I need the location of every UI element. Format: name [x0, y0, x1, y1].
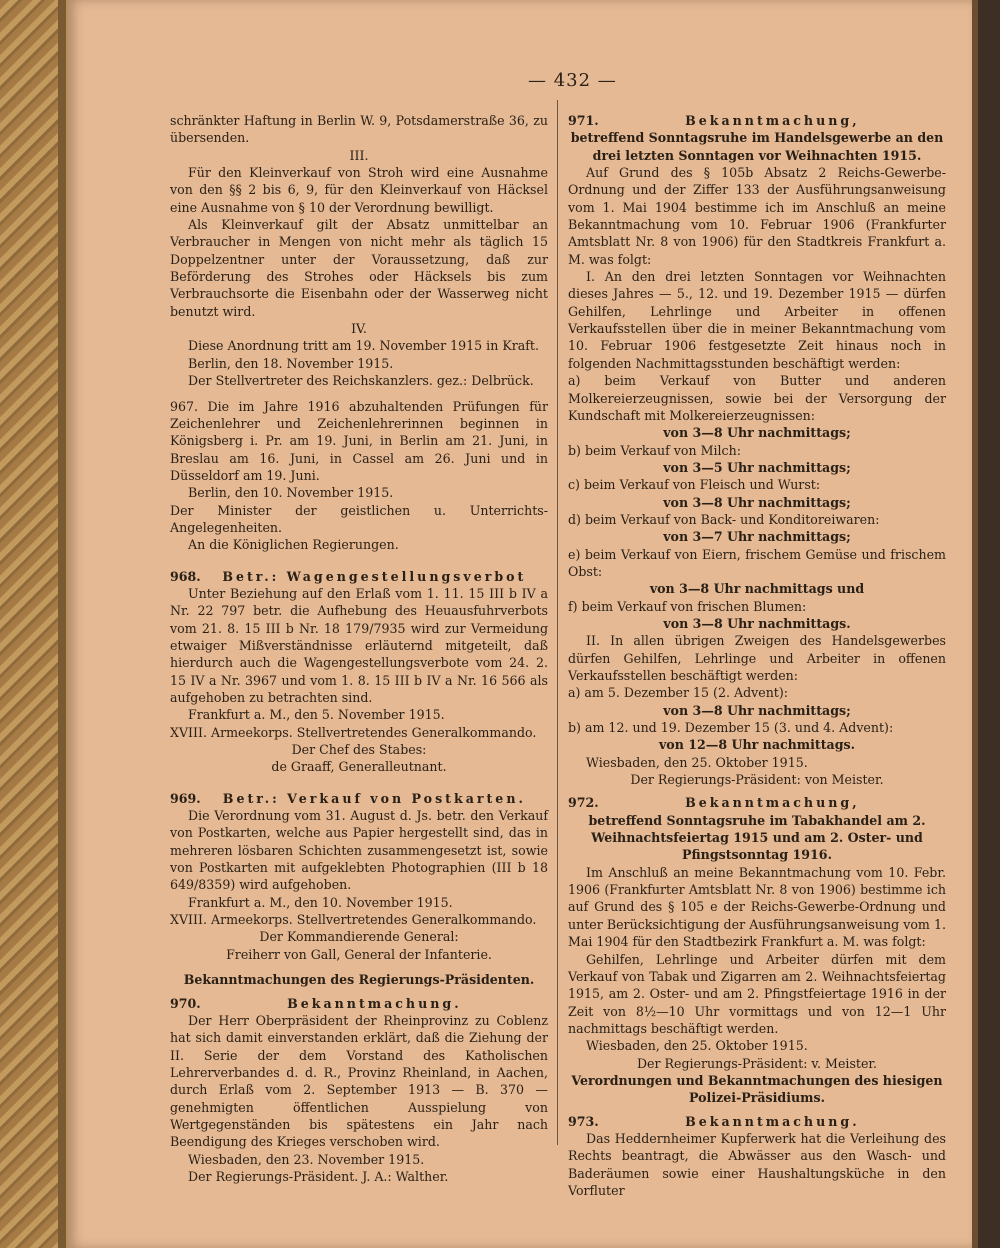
- section-heading: Verordnungen und Bekanntmachungen des hiesigen Polizei-Präsidiums.: [571, 1072, 943, 1106]
- notice-number: 971.: [568, 113, 599, 128]
- item-time: von 12—8 Uhr nachmittags.: [658, 737, 855, 753]
- signature-line: Der Regierungs-Präsident. J. A.: Walther.: [188, 1168, 449, 1184]
- notice-title: Bekanntmachung.: [287, 995, 462, 1011]
- item-time: von 3—8 Uhr nachmittags;: [663, 494, 851, 510]
- date-line: Wiesbaden, den 23. November 1915.: [188, 1151, 425, 1167]
- notice-number: 968.: [170, 568, 201, 584]
- notice-title: Bekanntmachung.: [685, 1113, 860, 1129]
- notice-969-heading: [170, 790, 548, 807]
- notice-title: Bekanntmachung,: [685, 113, 860, 128]
- notice-title: Betr.: Verkauf von Postkarten.: [222, 790, 526, 806]
- paragraph: Für den Kleinverkauf von Stroh wird eine Ausnahme von den §§ 2 bis 6, 9, für den Kleinverkauf von Häcksel eine Ausnahme von § 10 der Verordnung bewilligt.: [170, 165, 548, 215]
- date-line: Frankfurt a. M., den 5. November 1915.: [188, 707, 445, 723]
- page-number: — 432 —: [528, 70, 617, 91]
- notice-972-text-2: Gehilfen, Lehrlinge und Arbeiter dürfen mit dem Verkauf von Tabak und Zigarren am 2. Weihnachtsfeiertag 1915, am 2. Oster- und am 2. Pfingstfeiertage 1916 in der Zeit von 8½—10 Uhr vormittags und von 12—1 Uhr nachmittags beschäftigt werden.: [568, 951, 946, 1036]
- signature-line: Der Stellvertreter des Reichskanzlers. gez.: Delbrück.: [188, 373, 534, 389]
- paragraph: Als Kleinverkauf gilt der Absatz unmittelbar an Verbraucher in Mengen von nicht mehr als täglich 15 Doppelzentner unter der Voraussetzung, daß zur Beförderung des Strohes oder Häcksels bis zum Verbrauchsorte die Eisenbahn oder der Wasserweg nicht benutzt wird.: [170, 217, 548, 319]
- notice-973-heading: [568, 1113, 946, 1130]
- notice-971-heading: [568, 112, 946, 129]
- item-b2: b) am 12. und 19. Dezember 15 (3. und 4. Advent):: [568, 720, 894, 736]
- item-time: von 3—8 Uhr nachmittags und: [649, 581, 865, 597]
- item-time: von 3—5 Uhr nachmittags;: [663, 459, 851, 475]
- date-line: Frankfurt a. M., den 10. November 1915.: [188, 894, 453, 910]
- notice-number: 970.: [170, 995, 201, 1011]
- date-line: Wiesbaden, den 25. Oktober 1915.: [586, 754, 808, 770]
- signature-line: Der Regierungs-Präsident: von Meister.: [630, 772, 884, 788]
- notice-subtitle: betreffend Sonntagsruhe im Tabakhandel am 2. Weihnachtsfeiertag 1915 und am 2. Oster- und Pfingstsonntag 1916.: [588, 812, 926, 863]
- item-c: c) beim Verkauf von Fleisch und Wurst:: [568, 477, 821, 493]
- notice-971-text: Auf Grund des § 105b Absatz 2 Reichs-Gewerbe-Ordnung und der Ziffer 133 der Ausführungsanweisung vom 1. Mai 1904 bestimme ich im Anschluß an meine Bekanntmachung vom 10. Februar 1906 (Frankfurter Amtsblatt Nr. 8 von 1906) für den Stadtkreis Frankfurt a. M. was folgt:: [568, 165, 946, 267]
- book-binding: [0, 0, 66, 1248]
- notice-970-text: Der Herr Oberpräsident der Rheinprovinz zu Coblenz hat sich damit einverstanden erklärt, daß die Ziehung der II. Serie der dem Vorstand des Katholischen Lehrerverbandes d. d. R., Provinz Rheinland, in Aachen, durch Erlaß vom 2. September 1913 — B. 370 — genehmigten öffentlichen Ausspielung von Wertgegenständen bis spätestens ein Jahr nach Beendigung des Krieges verschoben wird.: [170, 1012, 548, 1150]
- item-a2: a) am 5. Dezember 15 (2. Advent):: [568, 685, 789, 701]
- section-numeral: IV.: [351, 321, 367, 337]
- signature-name: Freiherr von Gall, General der Infanterie.: [226, 946, 492, 962]
- notice-972-heading: [568, 794, 946, 811]
- item-time: von 3—8 Uhr nachmittags.: [663, 615, 851, 631]
- notice-972-text: Im Anschluß an meine Bekanntmachung vom 10. Febr. 1906 (Frankfurter Amtsblatt Nr. 8 von 1906) bestimme ich auf Grund des § 105 e der Reichs-Gewerbe-Ordnung und unter Berücksichtigung der Ausführungsanweisung vom 1. Mai 1904 für den Stadtbezirk Frankfurt a. M. was folgt:: [568, 864, 946, 950]
- notice-968-text: Unter Beziehung auf den Erlaß vom 1. 11. 15 III b IV a Nr. 22 797 betr. die Aufhebung des Heuausfuhrverbots vom 21. 8. 15 III b Nr. 18 179/7935 wird zur Vermeidung etwaiger Mißverständnisse erläuternd mitgeteilt, daß hierdurch auch die Wagengestellungsverbote vom 24. 2. 15 IV a Nr. 3967 und vom 1. 8. 15 III b IV a Nr. 16 566 als aufgehoben zu betrachten sind.: [170, 585, 548, 705]
- section-numeral: III.: [349, 147, 369, 163]
- notice-title: Betr.: Wagengestellungsverbot: [222, 568, 527, 584]
- left-column: [170, 112, 548, 1185]
- date-line: Wiesbaden, den 25. Oktober 1915.: [586, 1038, 808, 1054]
- recipient-line: An die Königlichen Regierungen.: [188, 537, 399, 553]
- signature-line: XVIII. Armeekorps. Stellvertretendes Generalkommando.: [170, 912, 537, 928]
- item-time: von 3—8 Uhr nachmittags;: [663, 425, 851, 441]
- signature-line: Der Chef des Stabes:: [291, 742, 427, 758]
- item-time: von 3—8 Uhr nachmittags;: [663, 702, 851, 718]
- notice-number: 973.: [568, 1113, 599, 1129]
- paragraph: schränkter Haftung in Berlin W. 9, Potsdamerstraße 36, zu übersenden.: [170, 113, 548, 146]
- paragraph: Diese Anordnung tritt am 19. November 1915 in Kraft.: [188, 338, 539, 354]
- date-line: Berlin, den 18. November 1915.: [188, 355, 394, 371]
- item-e: e) beim Verkauf von Eiern, frischem Gemüse und frischem Obst:: [568, 546, 946, 579]
- section-heading: Bekanntmachungen des Regierungs-Präsidenten.: [183, 972, 535, 988]
- date-line: Berlin, den 10. November 1915.: [188, 485, 394, 501]
- item-f: f) beim Verkauf von frischen Blumen:: [568, 598, 807, 614]
- notice-973-text: Das Heddernheimer Kupferwerk hat die Verleihung des Rechts beantragt, die Abwässer aus den Wasch- und Baderäumen sowie einer Haushaltungsküche in den Vorfluter: [568, 1130, 946, 1198]
- notice-subtitle: betreffend Sonntagsruhe im Handelsgewerbe an den drei letzten Sonntagen vor Weihnachten 1915.: [570, 130, 944, 163]
- notice-970-heading: [170, 995, 548, 1012]
- right-column: [568, 112, 946, 1199]
- signature-name: de Graaff, Generalleutnant.: [271, 759, 447, 775]
- signature-line: XVIII. Armeekorps. Stellvertretendes Generalkommando.: [170, 724, 537, 740]
- notice-title: Bekanntmachung,: [685, 795, 860, 811]
- item-a: a) beim Verkauf von Butter und anderen Molkereierzeugnissen, sowie bei der Versorgung der Kundschaft mit Molkereierzeugnissen:: [568, 373, 946, 423]
- notice-968-heading: [170, 568, 548, 585]
- clause-i: I. An den drei letzten Sonntagen vor Weihnachten dieses Jahres — 5., 12. und 19. Dezember 1915 — dürfen Gehilfen, Lehrlinge und Arbeiter in offenen Verkaufsstellen über die in meiner Bekanntmachung vom 10. Februar 1906 festgesetzte Zeit hinaus noch in folgenden Nachmittagsstunden beschäftigt werden:: [568, 269, 946, 371]
- signature-line: Der Kommandierende General:: [259, 929, 459, 945]
- notice-969-text: Die Verordnung vom 31. August d. Js. betr. den Verkauf von Postkarten, welche aus Papier hergestellt sind, das in mehreren lösbaren Schichten zusammengesetzt ist, sowie von Postkarten mit aufgeklebten Photographien (III b 18 649/8359) wird aufgehoben.: [170, 808, 548, 893]
- notice-number: 972.: [568, 795, 599, 811]
- item-b: b) beim Verkauf von Milch:: [568, 442, 741, 458]
- signature-line: Der Minister der geistlichen u. Unterrichts-Angelegenheiten.: [170, 502, 548, 535]
- signature-line: Der Regierungs-Präsident: v. Meister.: [636, 1055, 878, 1071]
- notice-967: 967. Die im Jahre 1916 abzuhaltenden Prüfungen für Zeichenlehrer und Zeichenlehrerinnen beginnen in Königsberg i. Pr. am 19. Juni, in Berlin am 21. Juni, in Breslau am 16. Juni, in Cassel am 26. Juni und in Düsseldorf am 19. Juni.: [170, 398, 548, 483]
- item-time: von 3—7 Uhr nachmittags;: [663, 529, 851, 545]
- notice-number: 969.: [170, 790, 201, 806]
- column-divider: [557, 100, 558, 1145]
- item-d: d) beim Verkauf von Back- und Konditoreiwaren:: [568, 511, 880, 527]
- page-edge-shadow: [972, 0, 1000, 1248]
- clause-ii: II. In allen übrigen Zweigen des Handelsgewerbes dürfen Gehilfen, Lehrlinge und Arbeiter in offenen Verkaufsstellen beschäftigt werden:: [568, 633, 946, 683]
